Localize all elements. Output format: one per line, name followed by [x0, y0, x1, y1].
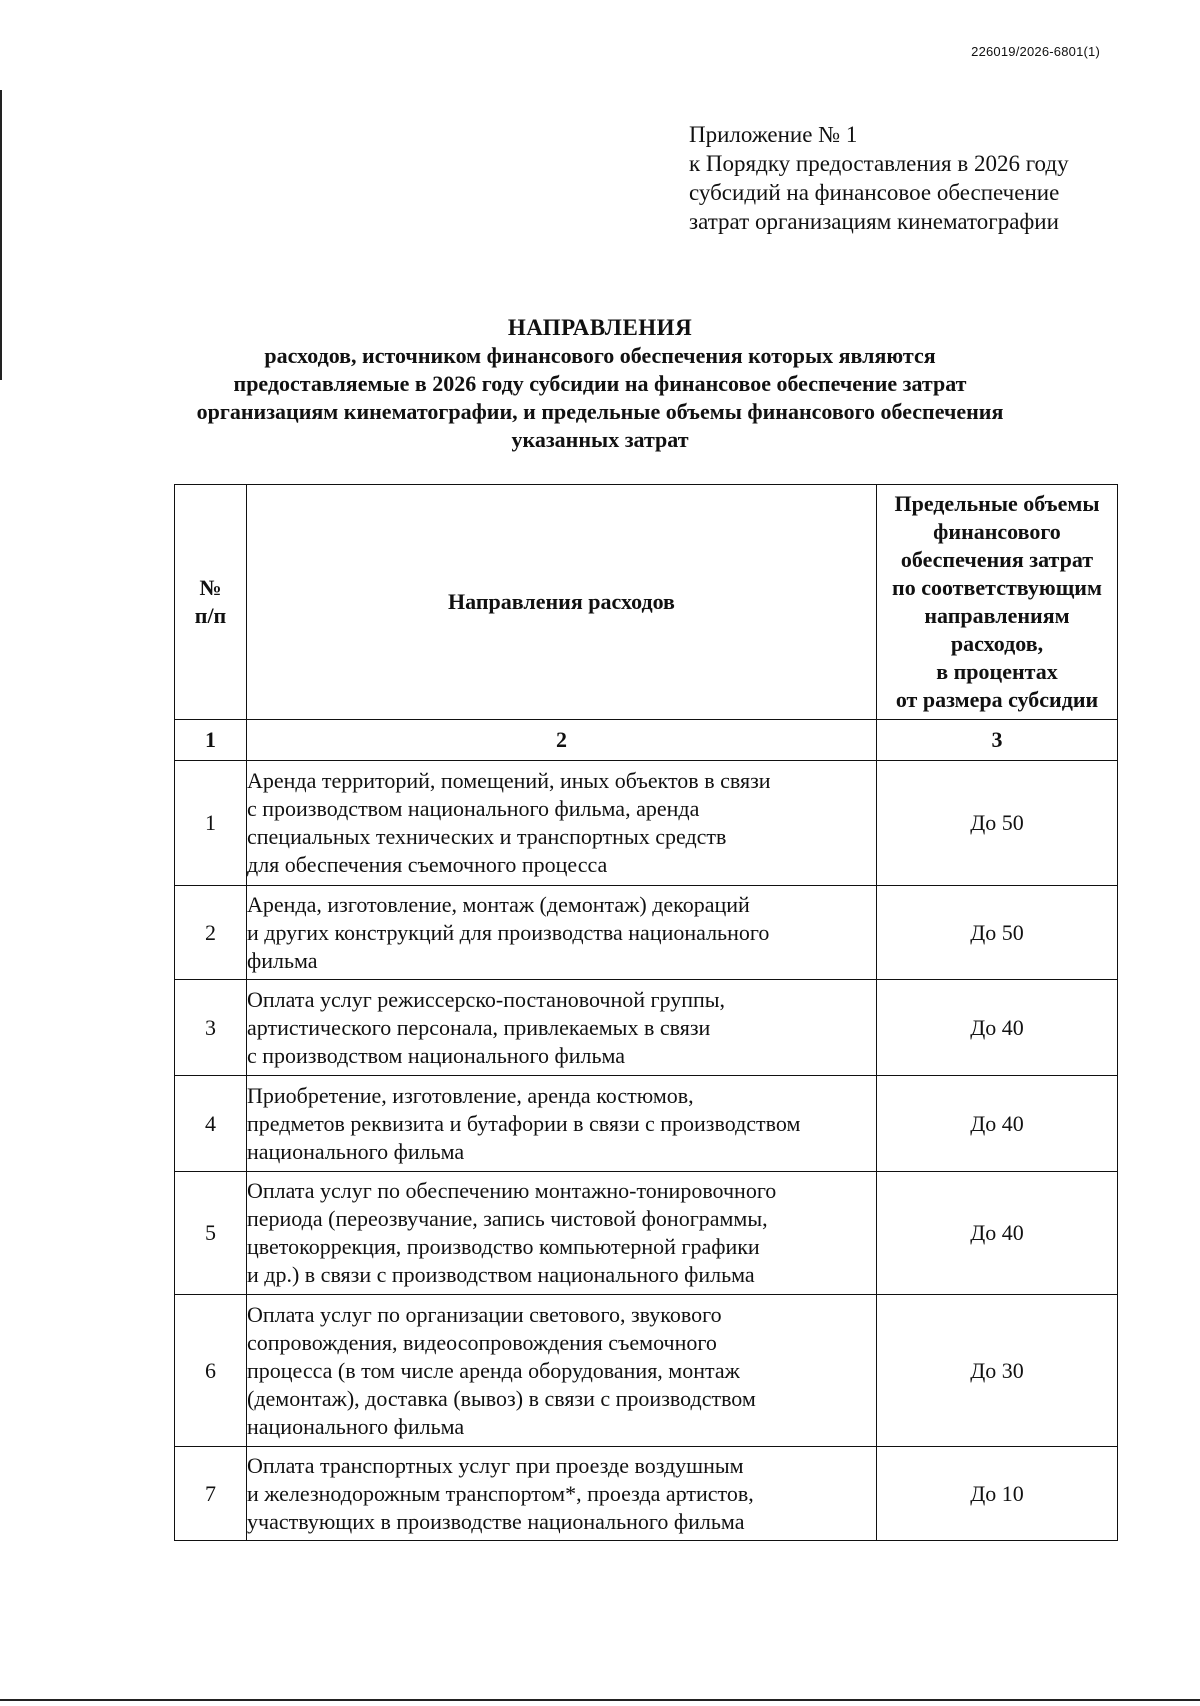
column-number: 3	[877, 720, 1118, 761]
row-direction	[247, 1447, 877, 1541]
header-limit-line: финансового	[933, 519, 1061, 544]
column-number-row	[175, 720, 1118, 761]
table-row	[175, 1172, 1118, 1295]
direction-line: национального фильма	[247, 1413, 465, 1439]
row-number: 7	[175, 1447, 247, 1541]
direction-line: Оплата услуг по организации светового, звукового	[247, 1301, 722, 1327]
header-limit-line: расходов,	[950, 631, 1044, 656]
header-limit	[877, 485, 1118, 720]
row-number: 5	[175, 1172, 247, 1295]
header-number-sign: №	[199, 575, 222, 600]
row-limit: До 40	[877, 1076, 1118, 1172]
table-row	[175, 1076, 1118, 1172]
direction-line: и других конструкций для производства национального	[247, 919, 770, 945]
direction-line: специальных технических и транспортных средств	[247, 824, 727, 849]
row-direction	[247, 1295, 877, 1447]
column-number: 1	[175, 720, 247, 761]
direction-line: и железнодорожным транспортом*, проезда артистов,	[247, 1480, 754, 1506]
row-direction	[247, 980, 877, 1076]
direction-line: артистического персонала, привлекаемых в связи	[247, 1014, 711, 1040]
direction-line: процесса (в том числе аренда оборудования, монтаж	[247, 1357, 740, 1383]
header-limit-line: по соответствующим	[892, 575, 1102, 600]
direction-line: Оплата транспортных услуг при проезде воздушным	[247, 1452, 744, 1478]
appendix-line: субсидий на финансовое обеспечение	[689, 180, 1060, 205]
table-row	[175, 1447, 1118, 1541]
direction-line: Аренда территорий, помещений, иных объектов в связи	[247, 768, 771, 793]
direction-line: (демонтаж), доставка (вывоз) в связи с производством	[247, 1385, 756, 1411]
table-header-row	[175, 485, 1118, 720]
direction-line: участвующих в производстве национального фильма	[247, 1508, 745, 1534]
header-limit-line: от размера субсидии	[895, 687, 1099, 712]
scan-edge-bottom	[0, 1699, 1200, 1701]
direction-line: для обеспечения съемочного процесса	[247, 852, 608, 877]
direction-line: сопровождения, видеосопровождения съемочного	[247, 1329, 717, 1355]
title-line: предоставляемые в 2026 году субсидии на финансовое обеспечение затрат	[233, 371, 967, 396]
header-number-pp: п/п	[194, 603, 227, 628]
header-limit-line: Предельные объемы	[894, 491, 1100, 516]
title-line: указанных затрат	[511, 427, 689, 452]
direction-line: Оплата услуг по обеспечению монтажно-тонировочного	[247, 1178, 777, 1203]
direction-line: цветокоррекция, производство компьютерной графики	[247, 1234, 760, 1259]
row-limit: До 40	[877, 980, 1118, 1076]
title-line: организациям кинематографии, и предельные объемы финансового обеспечения	[196, 399, 1004, 424]
header-direction: Направления расходов	[247, 485, 877, 720]
header-limit-line: обеспечения затрат	[900, 547, 1094, 572]
document-title	[150, 314, 1050, 454]
row-number: 4	[175, 1076, 247, 1172]
direction-line: фильма	[247, 947, 318, 973]
header-limit-line: в процентах	[936, 659, 1058, 684]
appendix-line: затрат организациям кинематографии	[689, 209, 1059, 234]
direction-line: Оплата услуг режиссерско-постановочной группы,	[247, 986, 726, 1012]
row-number: 6	[175, 1295, 247, 1447]
direction-line: с производством национального фильма, аренда	[247, 796, 700, 821]
document-number: 226019/2026-6801(1)	[971, 44, 1100, 59]
title-main: НАПРАВЛЕНИЯ	[507, 315, 693, 340]
row-direction	[247, 1076, 877, 1172]
row-limit: До 30	[877, 1295, 1118, 1447]
direction-line: периода (переозвучание, запись чистовой фонограммы,	[247, 1206, 768, 1231]
column-number: 2	[247, 720, 877, 761]
appendix-line: Приложение № 1	[689, 122, 858, 147]
direction-line: Аренда, изготовление, монтаж (демонтаж) декораций	[247, 891, 750, 917]
row-number: 2	[175, 886, 247, 980]
row-direction	[247, 886, 877, 980]
row-number: 3	[175, 980, 247, 1076]
row-number: 1	[175, 761, 247, 886]
direction-line: предметов реквизита и бутафории в связи с производством	[247, 1110, 801, 1136]
row-limit: До 10	[877, 1447, 1118, 1541]
title-line: расходов, источником финансового обеспечения которых являются	[264, 343, 936, 368]
appendix-header	[689, 120, 1069, 236]
direction-line: с производством национального фильма	[247, 1042, 626, 1068]
direction-line: Приобретение, изготовление, аренда костюмов,	[247, 1082, 694, 1108]
scan-edge-left	[0, 90, 2, 380]
row-direction	[247, 1172, 877, 1295]
table-row	[175, 980, 1118, 1076]
table-row	[175, 886, 1118, 980]
direction-line: национального фильма	[247, 1138, 465, 1164]
row-limit: До 50	[877, 761, 1118, 886]
appendix-line: к Порядку предоставления в 2026 году	[689, 151, 1069, 176]
header-limit-line: направлениям	[924, 603, 1070, 628]
row-direction	[247, 761, 877, 886]
row-limit: До 50	[877, 886, 1118, 980]
table-row	[175, 1295, 1118, 1447]
row-limit: До 40	[877, 1172, 1118, 1295]
table-row	[175, 761, 1118, 886]
header-number	[175, 485, 247, 720]
direction-line: и др.) в связи с производством национального фильма	[247, 1262, 755, 1287]
directions-table	[174, 484, 1118, 1541]
